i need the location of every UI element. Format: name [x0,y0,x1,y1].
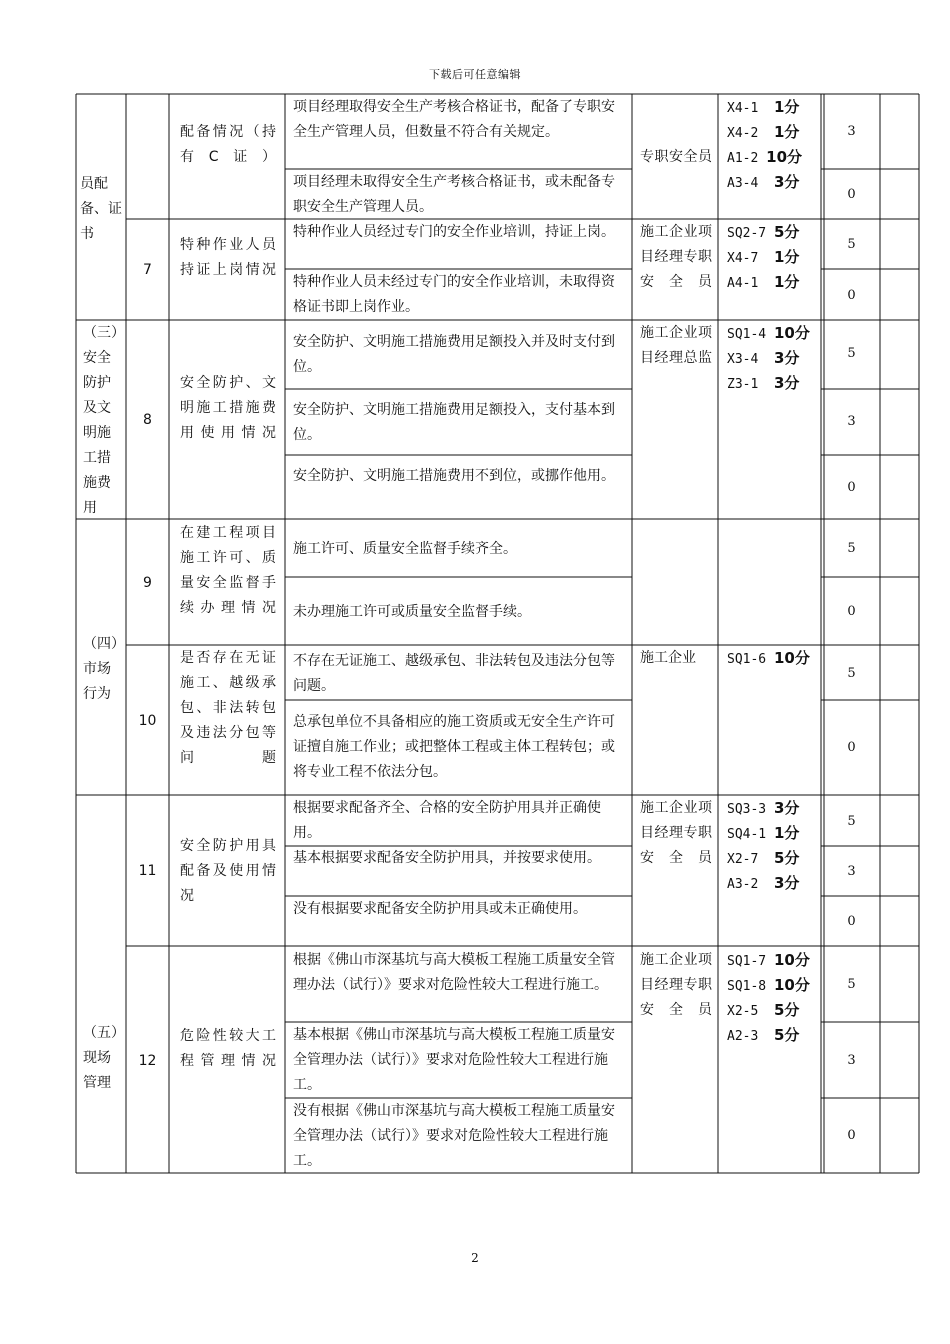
criteria-text: 根据要求配备齐全、合格的安全防护用具并正确使用。 [293,800,601,841]
code-entry: X2-5 5分 [727,1001,800,1019]
category-cell: （三）安全防护及文明施工措施费用 [83,325,118,516]
criteria-text: 特种作业人员经过专门的安全作业培训，持证上岗。 [293,224,615,240]
responsible-cell: 施工企业项目经理专职安全员 [640,224,712,290]
category-cell: （五）现场管理 [83,1025,118,1091]
item-name: 危险性较大工程管理情况 [180,1028,276,1069]
criteria-text: 项目经理取得安全生产考核合格证书，配备了专职安全生产管理人员，但数量不符合有关规定。 [293,99,615,140]
score-value: 0 [847,740,856,755]
item-number: 7 [143,262,152,278]
criteria-text: 不存在无证施工、越级承包、非法转包及违法分包等问题。 [293,653,615,694]
code-entry: SQ1-8 10分 [727,976,810,994]
code-entry: A2-3 5分 [727,1026,800,1044]
score-value: 0 [847,604,856,619]
code-entry: SQ1-7 10分 [727,951,810,969]
code-entry: SQ1-6 10分 [727,649,810,667]
category-cell: 员配备、证书 [80,176,122,242]
criteria-text: 安全防护、文明施工措施费用足额投入，支付基本到位。 [293,402,615,443]
category-cell: （四）市场行为 [83,636,118,702]
code-entry: X2-7 5分 [727,849,800,867]
score-value: 5 [847,541,856,556]
score-value: 3 [847,864,856,879]
score-value: 0 [847,480,856,495]
responsible-cell: 施工企业项目经理专职安全员 [640,952,712,1018]
criteria-text: 基本根据《佛山市深基坑与高大模板工程施工质量安全管理办法（试行）》要求对危险性较大工程进行施工。 [293,1027,615,1093]
responsible-cell: 专职安全员 [640,149,712,165]
responsible-cell: 施工企业项目经理专职安全员 [640,800,712,866]
score-value: 0 [847,187,856,202]
score-value: 0 [847,914,856,929]
item-name: 配备情况（持有C证） [180,124,276,165]
item-name: 安全防护、文明施工措施费用使用情况 [180,375,276,441]
code-entry: A3-2 3分 [727,874,800,892]
code-entry: SQ2-7 5分 [727,223,800,241]
score-value: 5 [847,977,856,992]
criteria-text: 基本根据要求配备安全防护用具，并按要求使用。 [293,850,601,866]
criteria-text: 安全防护、文明施工措施费用不到位，或挪作他用。 [293,468,615,484]
criteria-text: 项目经理未取得安全生产考核合格证书，或未配备专职安全生产管理人员。 [293,174,615,215]
code-entry: X4-1 1分 [727,98,800,116]
code-entry: A4-1 1分 [727,273,800,291]
item-number: 10 [138,713,157,729]
page-number: 2 [471,1251,479,1265]
score-value: 5 [847,346,856,361]
criteria-text: 施工许可、质量安全监督手续齐全。 [293,541,517,557]
criteria-text: 没有根据要求配备安全防护用具或未正确使用。 [293,901,587,917]
score-value: 3 [847,124,856,139]
score-value: 5 [847,814,856,829]
item-name: 在建工程项目施工许可、质量安全监督手续办理情况 [180,525,276,616]
code-entry: Z3-1 3分 [727,374,800,392]
code-entry: X3-4 3分 [727,349,800,367]
score-value: 3 [847,1053,856,1068]
criteria-text: 未办理施工许可或质量安全监督手续。 [293,604,531,620]
score-value: 5 [847,237,856,252]
item-name: 特种作业人员持证上岗情况 [180,237,276,278]
responsible-cell: 施工企业 [640,650,696,666]
score-value: 0 [847,288,856,303]
code-entry: A1-2 10分 [727,148,803,166]
item-name: 是否存在无证施工、越级承包、非法转包及违法分包等问题 [180,650,276,766]
score-value: 5 [847,666,856,681]
page-header: 下载后可任意编辑 [429,68,521,81]
criteria-text: 总承包单位不具备相应的施工资质或无安全生产许可证擅自施工作业；或把整体工程或主体工程转包；或将专业工程不依法分包。 [293,714,615,780]
item-name: 安全防护用具配备及使用情况 [180,838,276,904]
code-entry: X4-2 1分 [727,123,800,141]
item-number: 9 [143,575,152,591]
code-entry: SQ3-3 3分 [727,799,800,817]
score-value: 0 [847,1128,856,1143]
criteria-text: 根据《佛山市深基坑与高大模板工程施工质量安全管理办法（试行）》要求对危险性较大工程进行施工。 [293,952,615,993]
responsible-cell: 施工企业项目经理总监 [640,325,712,366]
criteria-text: 特种作业人员未经过专门的安全作业培训，未取得资格证书即上岗作业。 [293,274,615,315]
code-entry: SQ4-1 1分 [727,824,800,842]
criteria-text: 没有根据《佛山市深基坑与高大模板工程施工质量安全管理办法（试行）》要求对危险性较大工程进行施工。 [293,1103,615,1169]
score-value: 3 [847,414,856,429]
code-entry: SQ1-4 10分 [727,324,810,342]
item-number: 8 [143,412,152,428]
code-entry: A3-4 3分 [727,173,800,191]
item-number: 12 [138,1053,157,1069]
criteria-text: 安全防护、文明施工措施费用足额投入并及时支付到位。 [293,334,615,375]
item-number: 11 [138,863,157,879]
code-entry: X4-7 1分 [727,248,800,266]
